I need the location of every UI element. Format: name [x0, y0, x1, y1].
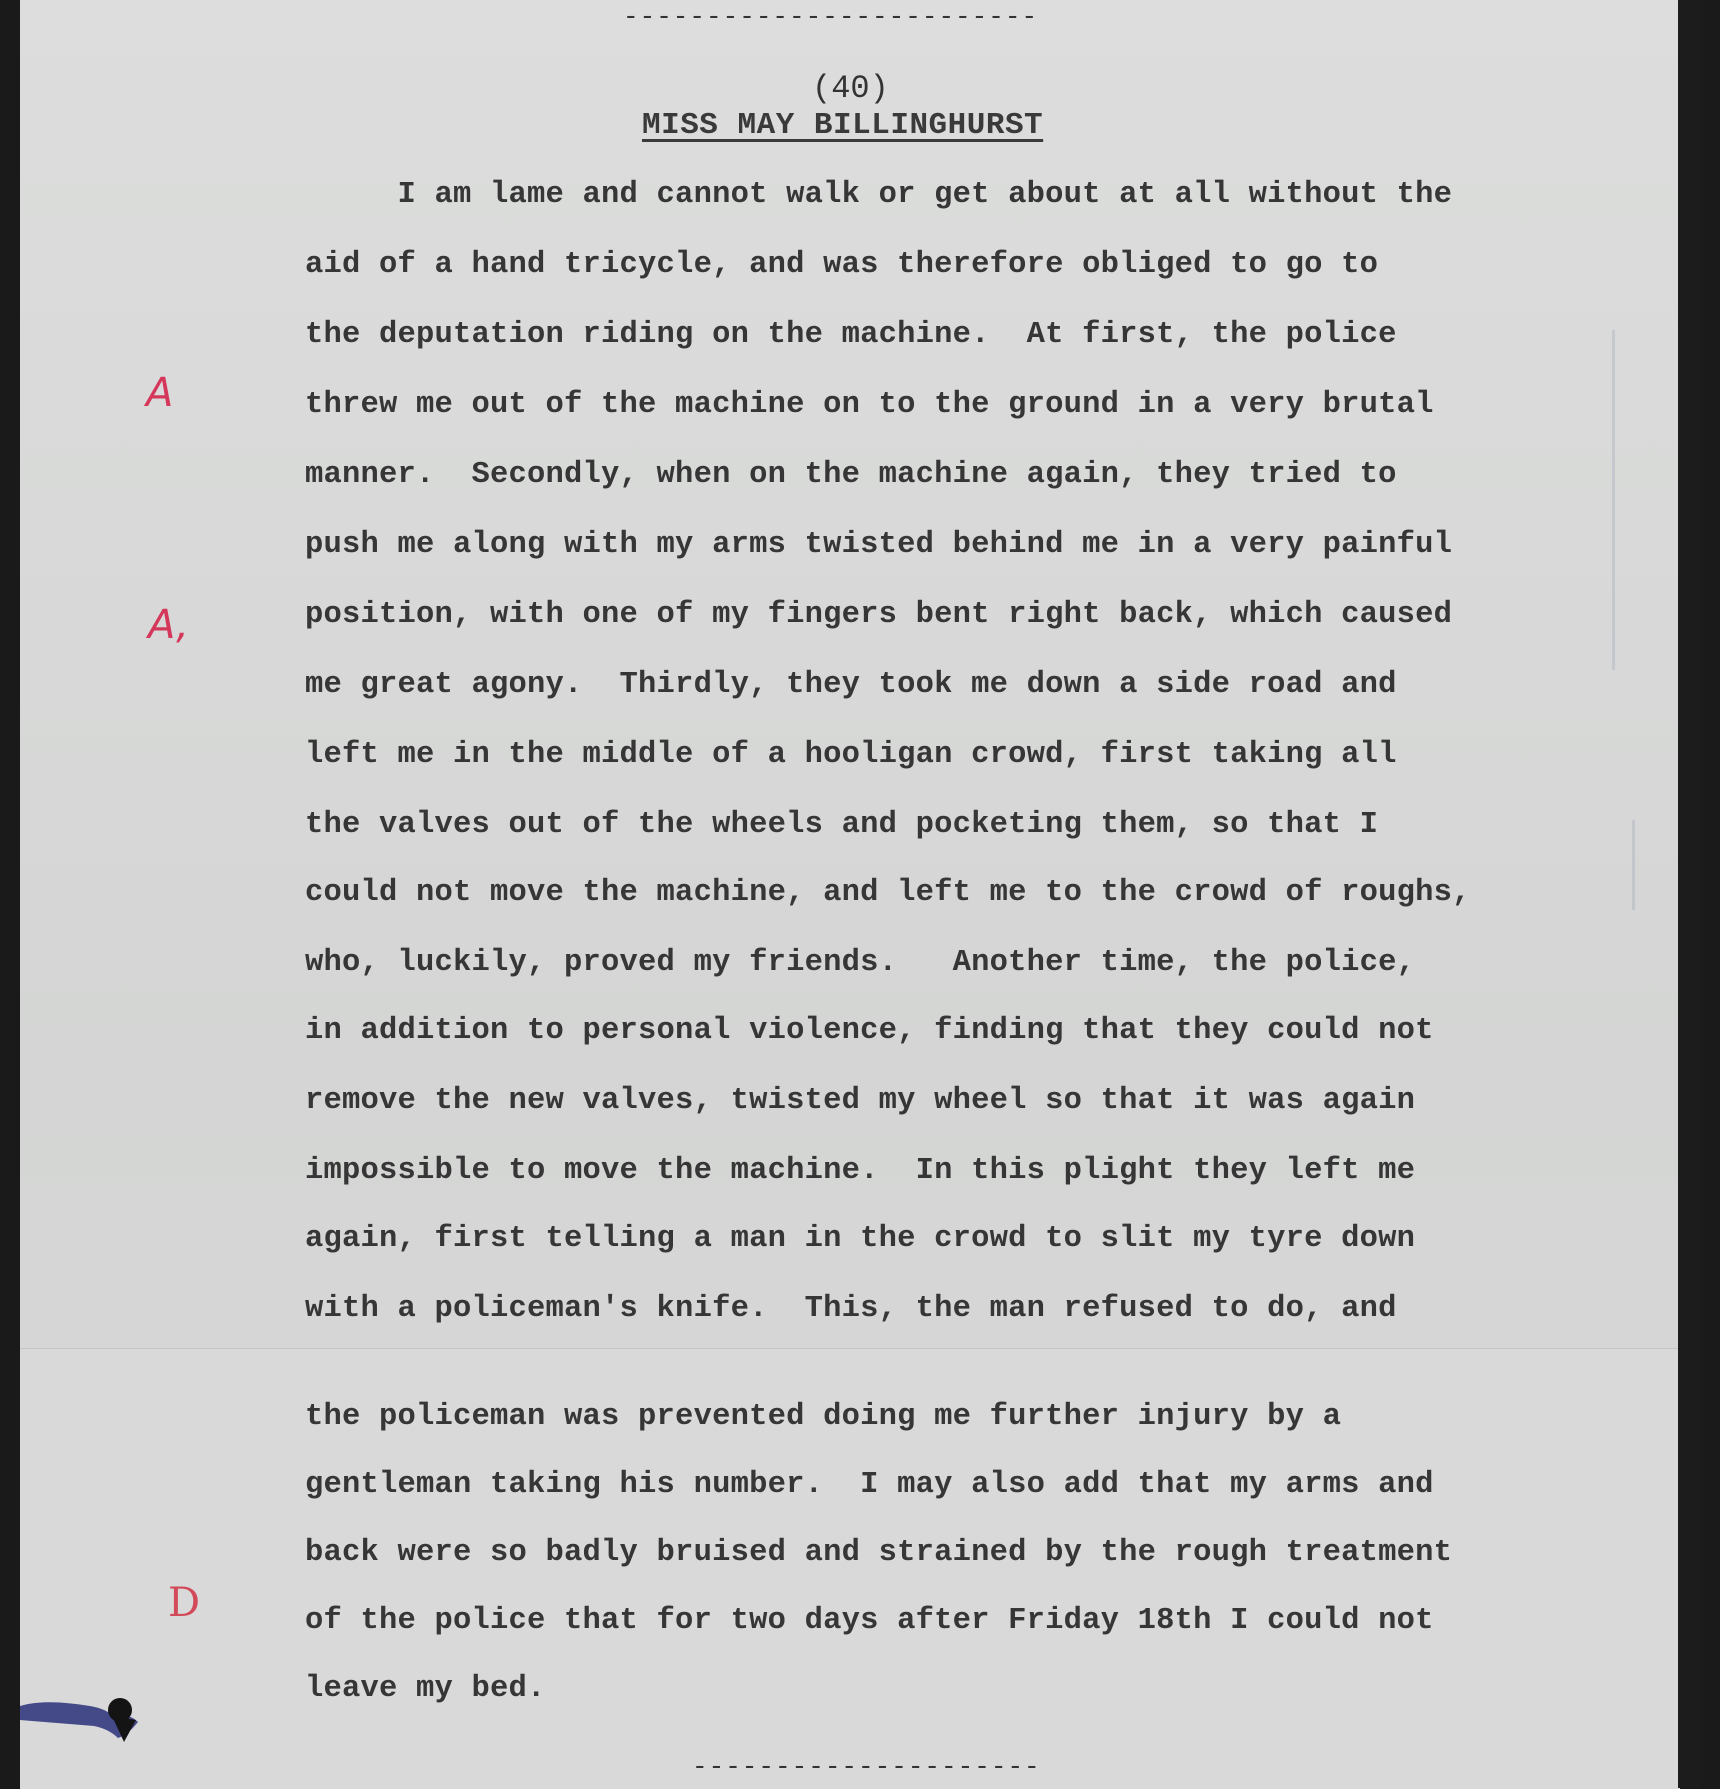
text-line: back were so badly bruised and strained by the rough treatment [305, 1536, 1453, 1570]
bottom-rule: --------------------- [692, 1752, 1041, 1782]
text-line: with a policeman's knife. This, the man refused to do, and [305, 1292, 1397, 1326]
text-line: remove the new valves, twisted my wheel so that it was again [305, 1084, 1416, 1118]
document-page [20, 0, 1700, 1788]
text-line: left me in the middle of a hooligan crowd, first taking all [305, 738, 1397, 772]
text-line: leave my bed. [305, 1672, 546, 1706]
text-line: the deputation riding on the machine. At first, the police [305, 318, 1397, 352]
faint-margin-line [1632, 820, 1635, 910]
margin-annotation: D [168, 1580, 201, 1626]
text-line: threw me out of the machine on to the ground in a very brutal [305, 388, 1434, 422]
text-line: in addition to personal violence, finding that they could not [305, 1014, 1434, 1048]
text-line: of the police that for two days after Friday 18th I could not [305, 1604, 1434, 1638]
page-edge-shadow [1678, 0, 1700, 1788]
margin-annotation: A [146, 370, 174, 416]
faint-margin-line [1612, 330, 1615, 670]
document-title: MISS MAY BILLINGHURST [642, 108, 1044, 143]
page-number: (40) [812, 70, 889, 107]
top-rule: ------------------------- [623, 2, 1039, 32]
text-line: could not move the machine, and left me to the crowd of roughs, [305, 876, 1471, 910]
text-line: impossible to move the machine. In this plight they left me [305, 1154, 1416, 1188]
margin-annotation: A, [148, 602, 189, 648]
text-line: again, first telling a man in the crowd to slit my tyre down [305, 1222, 1416, 1256]
ink-smudge-icon [20, 1676, 160, 1756]
text-line: gentleman taking his number. I may also add that my arms and [305, 1468, 1434, 1502]
text-line: me great agony. Thirdly, they took me down a side road and [305, 668, 1397, 702]
text-line: the valves out of the wheels and pocketing them, so that I [305, 808, 1379, 842]
text-line: I am lame and cannot walk or get about at all without the [305, 178, 1453, 212]
text-line: position, with one of my fingers bent right back, which caused [305, 598, 1453, 632]
text-line: who, luckily, proved my friends. Another time, the police, [305, 946, 1416, 980]
text-line: push me along with my arms twisted behind me in a very painful [305, 528, 1453, 562]
text-line: the policeman was prevented doing me further injury by a [305, 1400, 1342, 1434]
text-line: manner. Secondly, when on the machine again, they tried to [305, 458, 1397, 492]
text-line: aid of a hand tricycle, and was therefore obliged to go to [305, 248, 1379, 282]
